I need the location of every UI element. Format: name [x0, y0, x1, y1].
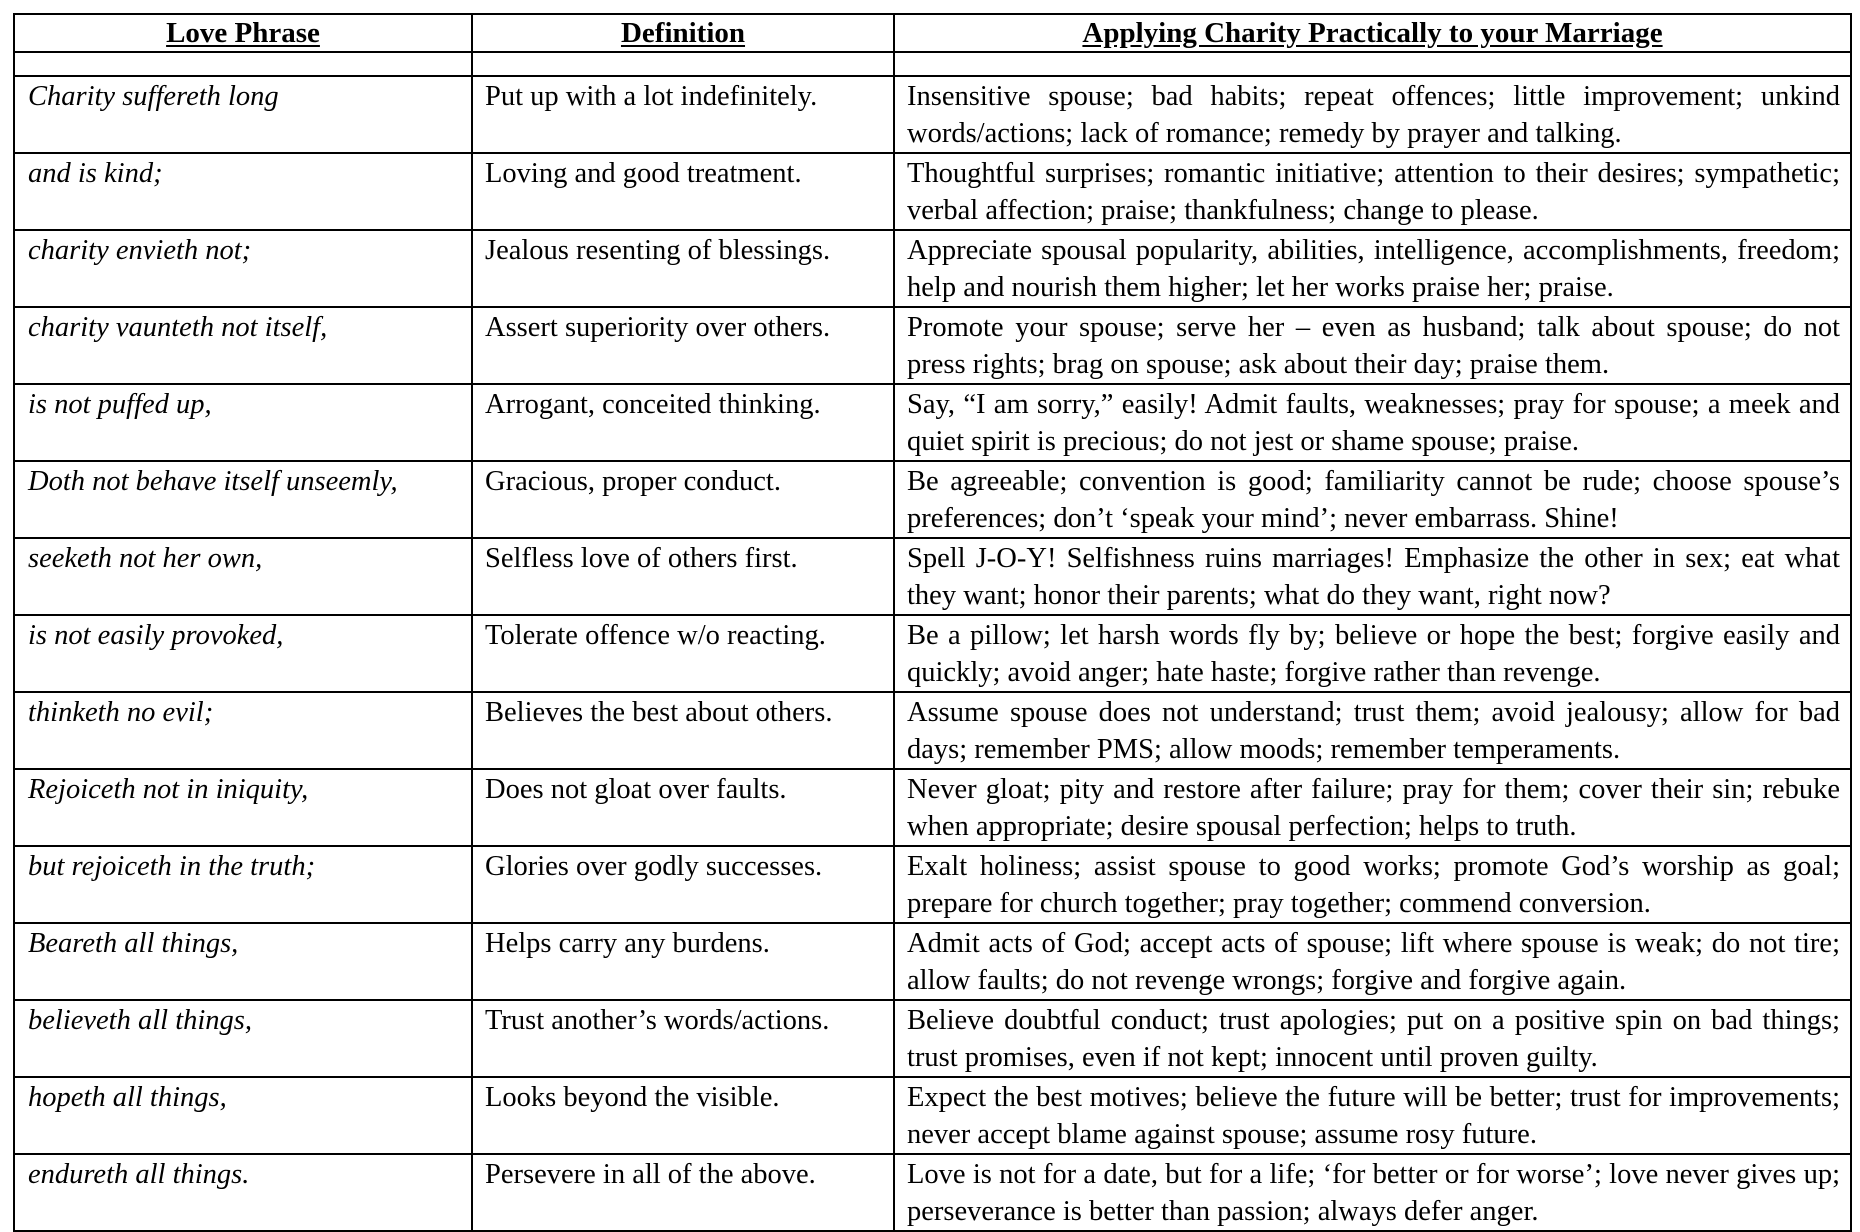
love-phrase-cell: but rejoiceth in the truth;	[14, 846, 472, 923]
love-phrase-cell: and is kind;	[14, 153, 472, 230]
table-row	[14, 923, 1851, 1000]
definition-cell: Put up with a lot indefinitely.	[472, 76, 894, 153]
application-cell: Exalt holiness; assist spouse to good works; promote God’s worship as goal; prepare for church together; pray together; commend conversion.	[894, 846, 1851, 923]
definition-cell: Glories over godly successes.	[472, 846, 894, 923]
definition-cell: Arrogant, conceited thinking.	[472, 384, 894, 461]
table-row	[14, 76, 1851, 153]
love-phrase-cell: is not puffed up,	[14, 384, 472, 461]
blank-cell	[894, 52, 1851, 76]
table-row	[14, 769, 1851, 846]
table-row	[14, 230, 1851, 307]
definition-cell: Selfless love of others first.	[472, 538, 894, 615]
definition-cell: Loving and good treatment.	[472, 153, 894, 230]
definition-cell: Tolerate offence w/o reacting.	[472, 615, 894, 692]
definition-cell: Does not gloat over faults.	[472, 769, 894, 846]
application-cell: Insensitive spouse; bad habits; repeat offences; little improvement; unkind words/actions; lack of romance; remedy by prayer and talking.	[894, 76, 1851, 153]
definition-cell: Persevere in all of the above.	[472, 1154, 894, 1231]
application-cell: Expect the best motives; believe the future will be better; trust for improvements; never accept blame against spouse; assume rosy future.	[894, 1077, 1851, 1154]
definition-cell: Looks beyond the visible.	[472, 1077, 894, 1154]
table-row	[14, 1077, 1851, 1154]
love-phrase-cell: charity envieth not;	[14, 230, 472, 307]
blank-cell	[14, 52, 472, 76]
definition-cell: Gracious, proper conduct.	[472, 461, 894, 538]
definition-cell: Trust another’s words/actions.	[472, 1000, 894, 1077]
header-row	[14, 14, 1851, 52]
definition-cell: Helps carry any burdens.	[472, 923, 894, 1000]
application-cell: Never gloat; pity and restore after failure; pray for them; cover their sin; rebuke when appropriate; desire spousal perfection; helps to truth.	[894, 769, 1851, 846]
love-phrase-cell: believeth all things,	[14, 1000, 472, 1077]
header-love-phrase: Love Phrase	[14, 14, 472, 52]
table-row	[14, 307, 1851, 384]
table-row	[14, 692, 1851, 769]
application-cell: Appreciate spousal popularity, abilities, intelligence, accomplishments, freedom; help and nourish them higher; let her works praise her; praise.	[894, 230, 1851, 307]
love-phrase-cell: charity vaunteth not itself,	[14, 307, 472, 384]
definition-cell: Assert superiority over others.	[472, 307, 894, 384]
love-phrase-cell: Charity suffereth long	[14, 76, 472, 153]
love-phrase-cell: hopeth all things,	[14, 1077, 472, 1154]
love-phrase-cell: endureth all things.	[14, 1154, 472, 1231]
blank-spacer-row	[14, 52, 1851, 76]
application-cell: Admit acts of God; accept acts of spouse; lift where spouse is weak; do not tire; allow faults; do not revenge wrongs; forgive and forgive again.	[894, 923, 1851, 1000]
table-row	[14, 846, 1851, 923]
application-cell: Believe doubtful conduct; trust apologies; put on a positive spin on bad things; trust promises, even if not kept; innocent until proven guilty.	[894, 1000, 1851, 1077]
application-cell: Say, “I am sorry,” easily! Admit faults, weaknesses; pray for spouse; a meek and quiet spirit is precious; do not jest or shame spouse; praise.	[894, 384, 1851, 461]
table-row	[14, 1154, 1851, 1231]
love-phrase-cell: seeketh not her own,	[14, 538, 472, 615]
definition-cell: Believes the best about others.	[472, 692, 894, 769]
table-row	[14, 1000, 1851, 1077]
table-row	[14, 153, 1851, 230]
charity-marriage-table	[13, 13, 1852, 1232]
love-phrase-cell: Doth not behave itself unseemly,	[14, 461, 472, 538]
love-phrase-cell: is not easily provoked,	[14, 615, 472, 692]
table-row	[14, 384, 1851, 461]
application-cell: Be agreeable; convention is good; familiarity cannot be rude; choose spouse’s preferences; don’t ‘speak your mind’; never embarrass. Shine!	[894, 461, 1851, 538]
application-cell: Assume spouse does not understand; trust them; avoid jealousy; allow for bad days; remember PMS; allow moods; remember temperaments.	[894, 692, 1851, 769]
table-row	[14, 461, 1851, 538]
table-row	[14, 615, 1851, 692]
table-row	[14, 538, 1851, 615]
application-cell: Spell J-O-Y! Selfishness ruins marriages! Emphasize the other in sex; eat what they want; honor their parents; what do they want, right now?	[894, 538, 1851, 615]
application-cell: Be a pillow; let harsh words fly by; believe or hope the best; forgive easily and quickly; avoid anger; hate haste; forgive rather than revenge.	[894, 615, 1851, 692]
header-application: Applying Charity Practically to your Marriage	[894, 14, 1851, 52]
application-cell: Promote your spouse; serve her – even as husband; talk about spouse; do not press rights; brag on spouse; ask about their day; praise them.	[894, 307, 1851, 384]
blank-cell	[472, 52, 894, 76]
love-phrase-cell: Beareth all things,	[14, 923, 472, 1000]
application-cell: Thoughtful surprises; romantic initiative; attention to their desires; sympathetic; verbal affection; praise; thankfulness; change to please.	[894, 153, 1851, 230]
love-phrase-cell: Rejoiceth not in iniquity,	[14, 769, 472, 846]
love-phrase-cell: thinketh no evil;	[14, 692, 472, 769]
application-cell: Love is not for a date, but for a life; ‘for better or for worse’; love never gives up; perseverance is better than passion; always defer anger.	[894, 1154, 1851, 1231]
header-definition: Definition	[472, 14, 894, 52]
definition-cell: Jealous resenting of blessings.	[472, 230, 894, 307]
